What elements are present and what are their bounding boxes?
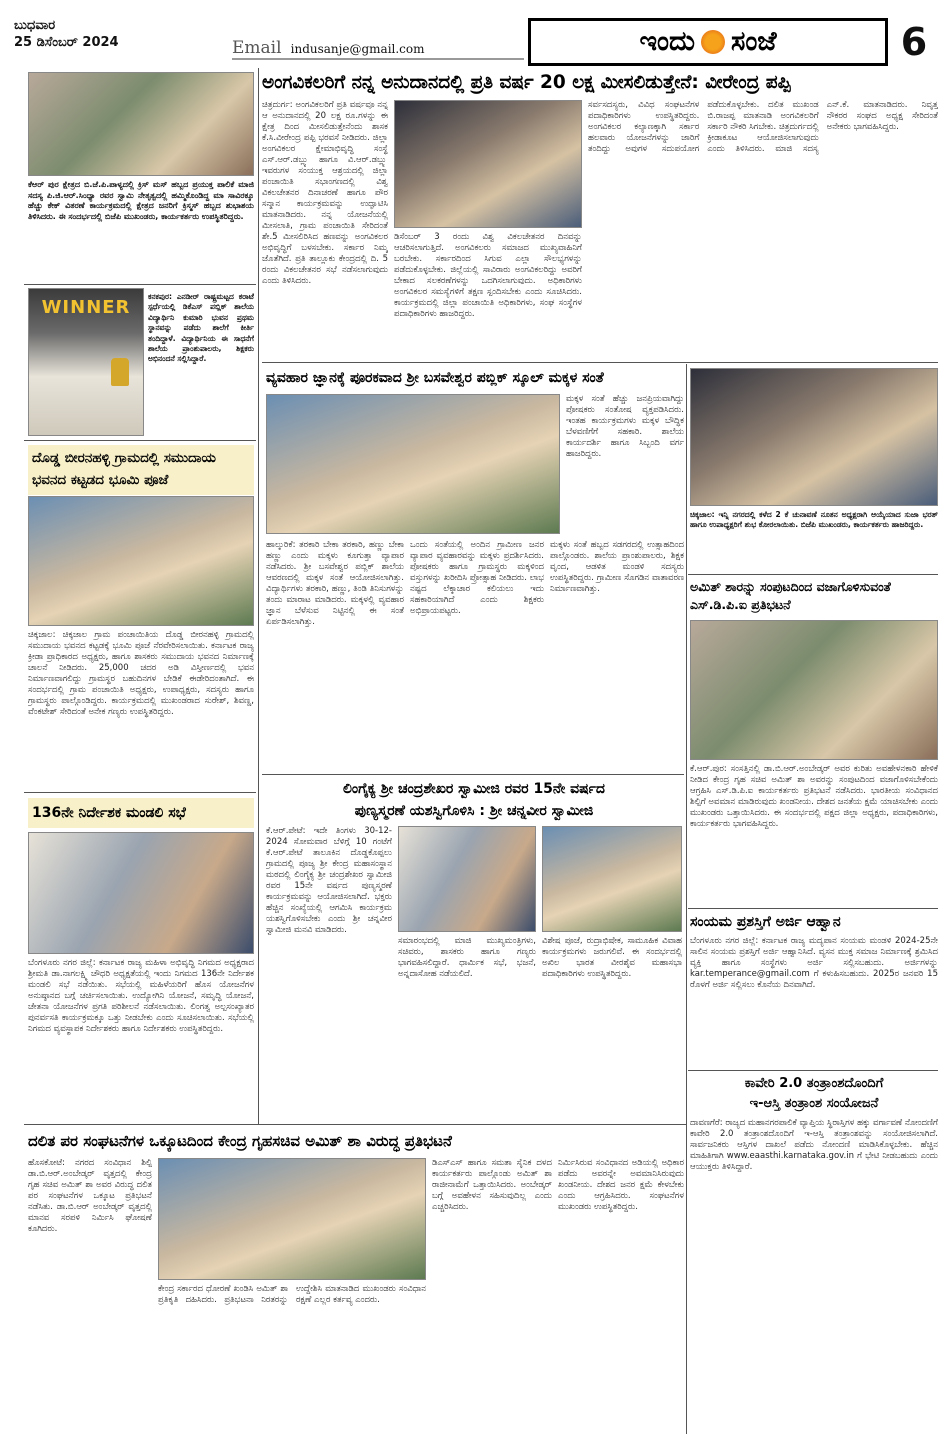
swamiji-photo-right [542,826,682,932]
divider-board [24,792,256,793]
santhe-col4: ಮಕ್ಕಳ ಸಂತೆ ಹೆಚ್ಚು ಜನಪ್ರಿಯವಾಗಿದ್ದು ಪೋಷಕರು ಸಂತೋಷ ವ್ಯಕ್ತಪಡಿಸಿದರು. ಇಂತಹ ಕಾರ್ಯಕ್ರಮಗಳು ಮಕ್ಕಳ ಬೌದ್ಧಿಕ ಬೆಳವಣಿಗೆಗೆ ಸಹಕಾರಿ. ಶಾಲೆಯ ಕಾರ್ಯದರ್ಶಿ ಹಾಗೂ ಸಿಬ್ಬಂದಿ ವರ್ಗ ಹಾಜರಿದ್ದರು. [566,394,684,459]
header-date: 25 ಡಿಸೆಂಬರ್ 2024 [14,35,119,50]
top-headline: ಅಂಗವಿಕಲರಿಗೆ ನನ್ನ ಅನುದಾನದಲ್ಲಿ ಪ್ರತಿ ವರ್ಷ 20 ಲಕ್ಷ ಮೀಸಲಿಡುತ್ತೇನೆ: ವೀರೇಂದ್ರ ಪಪ್ಪಿ [262,72,791,93]
right-group-photo [690,368,938,506]
masthead-right: ಸಂಜೆ [731,26,777,57]
divider-winner [24,284,256,285]
divider-top-article [262,362,938,363]
santhe-col1: ಹಾಲ್ಕುರಿಕೆ: ತರಕಾರಿ ಬೇಕಾ ತರಕಾರಿ, ಹಣ್ಣು ಬೇಕಾ ಹಣ್ಣು ಎಂದು ಮಕ್ಕಳು ಕೂಗುತ್ತಾ ವ್ಯಾಪಾರ ನಡೆಸಿದರು. ಶ್ರೀ ಬಸವೇಶ್ವರ ಪಬ್ಲಿಕ್ ಶಾಲೆಯ ಆವರಣದಲ್ಲಿ ಮಕ್ಕಳ ಸಂತೆ ಆಯೋಜಿಸಲಾಗಿತ್ತು. ವಿದ್ಯಾರ್ಥಿಗಳು ತರಕಾರಿ, ಹಣ್ಣು, ತಿಂಡಿ ತಿನಿಸುಗಳನ್ನು ತಂದು ಮಾರಾಟ ಮಾಡಿದರು. ಮಕ್ಕಳಲ್ಲಿ ವ್ಯವಹಾರ ಜ್ಞಾನ ಬೆಳೆಸುವ ನಿಟ್ಟಿನಲ್ಲಿ ಈ ಸಂತೆ ಏರ್ಪಡಿಸಲಾಗಿತ್ತು. [266,540,404,627]
swamiji-col1: ಕೆ.ಆರ್.ಪೇಟೆ: ಇದೇ ತಿಂಗಳು 30-12-2024 ಸೋಮವಾರ ಬೆಳಿಗ್ಗೆ 10 ಗಂಟೆಗೆ ಕೆ.ಆರ್.ಪೇಟೆ ತಾಲೂಕಿನ ದೊಡ್ಡಕೊಪ್ಪಲು ಗ್ರಾಮದಲ್ಲಿ ಪೂಜ್ಯ ಶ್ರೀ ಕೇಂದ್ರ ಮಹಾಸಂಸ್ಥಾನ ಮಠದಲ್ಲಿ ಲಿಂಗೈಕ್ಯ ಶ್ರೀ ಚಂದ್ರಶೇಖರ ಸ್ವಾಮೀಜಿ ರವರ 15ನೇ ವರ್ಷದ ಪುಣ್ಯಸ್ಮರಣೆ ಕಾರ್ಯಕ್ರಮವನ್ನು ಆಯೋಜಿಸಲಾಗಿದೆ. ಭಕ್ತರು ಹೆಚ್ಚಿನ ಸಂಖ್ಯೆಯಲ್ಲಿ ಆಗಮಿಸಿ ಕಾರ್ಯಕ್ರಮ ಯಶಸ್ವಿಗೊಳಿಸಬೇಕು ಎಂದು ಶ್ರೀ ಚನ್ನವೀರ ಸ್ವಾಮೀಜಿ ಮನವಿ ಮಾಡಿದರು. [266,826,392,935]
divider-bhoomi [24,440,256,441]
bhoomi-body: ಚಿಕ್ಕಜಾಲ: ಚಿಕ್ಕಜಾಲ ಗ್ರಾಮ ಪಂಚಾಯಿತಿಯ ದೊಡ್ಡ ಬೀರನಹಳ್ಳಿ ಗ್ರಾಮದಲ್ಲಿ ಸಮುದಾಯ ಭವನದ ಕಟ್ಟಡಕ್ಕೆ ಭೂಮಿ ಪೂಜೆ ನೆರವೇರಿಸಲಾಯಿತು. ಕರ್ನಾಟಕ ರಾಜ್ಯ ಕ್ರೀಡಾ ಪ್ರಾಧಿಕಾರದ ಅಧ್ಯಕ್ಷರು, ಹಾಗೂ ಶಾಸಕರು ಸಮುದಾಯ ಭವನದ ನಿರ್ಮಾಣಕ್ಕೆ ಚಾಲನೆ ನೀಡಿದರು. 25,000 ಚದರ ಅಡಿ ವಿಸ್ತೀರ್ಣದಲ್ಲಿ ಭವನ ನಿರ್ಮಾಣವಾಗಲಿದ್ದು ಗ್ರಾಮಸ್ಥರ ಬಹುದಿನಗಳ ಬೇಡಿಕೆ ಈಡೇರಿದಂತಾಗಿದೆ. ಈ ಸಂದರ್ಭದಲ್ಲಿ ಗ್ರಾಮ ಪಂಚಾಯಿತಿ ಅಧ್ಯಕ್ಷರು, ಉಪಾಧ್ಯಕ್ಷರು, ಸದಸ್ಯರು ಹಾಗೂ ಗ್ರಾಮಸ್ಥರು ಪಾಲ್ಗೊಂಡಿದ್ದರು. ಕಾರ್ಯಕ್ರಮದಲ್ಲಿ ಮುಖಂಡರಾದ ಸುರೇಶ್, ಶಿವಣ್ಣ, ವೆಂಕಟೇಶ್ ಸೇರಿದಂತೆ ಅನೇಕ ಗಣ್ಯರು ಉಪಸ್ಥಿತರಿದ್ದರು. [28,630,254,717]
divider-bottom [24,1124,686,1125]
page-number: 6 [900,20,928,64]
swamiji-col2: ಸಮಾರಂಭದಲ್ಲಿ ಮಾಜಿ ಮುಖ್ಯಮಂತ್ರಿಗಳು, ಸಚಿವರು, ಶಾಸಕರು ಹಾಗೂ ಗಣ್ಯರು ಭಾಗವಹಿಸಲಿದ್ದಾರೆ. ಧಾರ್ಮಿಕ ಸಭೆ, ಭಜನೆ, ಅನ್ನದಾಸೋಹ ನಡೆಯಲಿದೆ. [398,936,536,979]
header-rule [232,58,524,60]
top-article-col3: ಸರ್ವಸದಸ್ಯರು, ವಿವಿಧ ಸಂಘಟನೆಗಳ ಪದಾಧಿಕಾರಿಗಳು ಉಪಸ್ಥಿತರಿದ್ದರು. ಅಂಗವಿಕಲರ ಕಲ್ಯಾಣಕ್ಕಾಗಿ ಸರ್ಕಾರ ಹಲವಾರು ಯೋಜನೆಗಳನ್ನು ಜಾರಿಗೆ ತಂದಿದ್ದು ಅವುಗಳ ಸದುಪಯೋಗ ಪಡೆದುಕೊಳ್ಳಬೇಕು. ದಲಿತ ಮುಖಂಡ ಬಿ.ರಾಜಪ್ಪ ಮಾತನಾಡಿ ಅಂಗವಿಕಲರಿಗೆ ಸರ್ಕಾರಿ ನೌಕರಿ ಸಿಗಬೇಕು. ಚಿತ್ರದುರ್ಗದಲ್ಲಿ ಕ್ರೀಡಾಕೂಟ ಆಯೋಜಿಸಲಾಗುವುದು ಎಂದು ತಿಳಿಸಿದರು. ಮಾಜಿ ಸದಸ್ಯ ಎನ್.ಕೆ. ಮಾತನಾಡಿದರು. ನಿವೃತ್ತ ನೌಕರರ ಸಂಘದ ಅಧ್ಯಕ್ಷ ಸೇರಿದಂತೆ ಅನೇಕರು ಭಾಗವಹಿಸಿದ್ದರು. [588,100,938,154]
top-article-col2: ಡಿಸೆಂಬರ್ 3 ರಂದು ವಿಶ್ವ ವಿಕಲಚೇತನರ ದಿನವನ್ನು ಆಚರಿಸಲಾಗುತ್ತಿದೆ. ಅಂಗವಿಕಲರು ಸಮಾಜದ ಮುಖ್ಯವಾಹಿನಿಗೆ ಬರಬೇಕು. ಸರ್ಕಾರದಿಂದ ಸಿಗುವ ಎಲ್ಲಾ ಸೌಲಭ್ಯಗಳನ್ನು ಪಡೆದುಕೊಳ್ಳಬೇಕು. ಜಿಲ್ಲೆಯಲ್ಲಿ ಸಾವಿರಾರು ಅಂಗವಿಕಲರಿದ್ದು ಅವರಿಗೆ ಬೇಕಾದ ಸಲಕರಣೆಗಳನ್ನು ಒದಗಿಸಲಾಗುವುದು. ಅಧಿಕಾರಿಗಳು ಅಂಗವಿಕಲರ ಸಮಸ್ಯೆಗಳಿಗೆ ತಕ್ಷಣ ಸ್ಪಂದಿಸಬೇಕು ಎಂದು ಸೂಚಿಸಿದರು. ಕಾರ್ಯಕ್ರಮದಲ್ಲಿ ಜಿಲ್ಲಾ ಪಂಚಾಯಿತಿ ಅಧಿಕಾರಿಗಳು, ಸಂಘ ಸಂಸ್ಥೆಗಳ ಪದಾಧಿಕಾರಿಗಳು ಹಾಜರಿದ್ದರು. [394,232,582,319]
swamiji-headline-1: ಲಿಂಗೈಕ್ಯ ಶ್ರೀ ಚಂದ್ರಶೇಖರ ಸ್ವಾಮೀಜಿ ರವರ 15ನೇ ವರ್ಷದ [343,781,605,797]
bhoomi-photo [28,496,254,626]
email-address[interactable]: indusanje@gmail.com [290,42,425,56]
divider-kaveri [688,1070,938,1071]
sdpi-body: ಕೆ.ಆರ್.ಪುರ: ಸಂಸತ್ತಿನಲ್ಲಿ ಡಾ.ಬಿ.ಆರ್.ಅಂಬೇಡ್ಕರ್ ಅವರ ಕುರಿತು ಅವಹೇಳನಕಾರಿ ಹೇಳಿಕೆ ನೀಡಿದ ಕೇಂದ್ರ ಗೃಹ ಸಚಿವ ಅಮಿತ್ ಶಾ ಅವರನ್ನು ಸಂಪುಟದಿಂದ ವಜಾಗೊಳಿಸಬೇಕೆಂದು ಆಗ್ರಹಿಸಿ ಎಸ್.ಡಿ.ಪಿ.ಐ ಕಾರ್ಯಕರ್ತರು ಪ್ರತಿಭಟನೆ ನಡೆಸಿದರು. ಭಾರತೀಯ ಸಂವಿಧಾನದ ಶಿಲ್ಪಿಗೆ ಅವಮಾನ ಮಾಡಿರುವುದು ಖಂಡನೀಯ. ದೇಶದ ಜನತೆಯ ಕ್ಷಮೆ ಯಾಚಿಸಬೇಕು ಎಂದು ಮುಖಂಡರು ಒತ್ತಾಯಿಸಿದರು. ಈ ಸಂದರ್ಭದಲ್ಲಿ ಪಕ್ಷದ ಜಿಲ್ಲಾ ಅಧ್ಯಕ್ಷರು, ಪದಾಧಿಕಾರಿಗಳು, ಕಾರ್ಯಕರ್ತರು ಭಾಗವಹಿಸಿದ್ದರು. [690,764,938,829]
christmas-caption: ಕೆಆರ್ ಪುರ ಕ್ಷೇತ್ರದ ಬಿ.ಜೆ.ಪಿ.ಪಾಳ್ಯದಲ್ಲಿ ಕ್ರಿಸ್ ಮಸ್ ಹಬ್ಬದ ಪ್ರಯುಕ್ತ ಪಾಲಿಕೆ ಮಾಜಿ ಸದಸ್ಯ ಪಿ.ಜಿ.ಆರ್.ಸಿಂಧ್ಯಾ ರವರ ಸ್ವಾಮಿ ನೇತೃತ್ವದಲ್ಲಿ ಹಮ್ಮಿಕೊಂಡಿದ್ದ ಮಾ ಸಾವಿರಕ್ಕೂ ಹೆಚ್ಚು ಕೇಕ್ ವಿತರಣೆ ಕಾರ್ಯಕ್ರಮದಲ್ಲಿ ಕ್ಷೇತ್ರದ ಜನರಿಗೆ ಕ್ರಿಸ್ಮಸ್ ಹಬ್ಬದ ಶುಭಾಶಯ ತಿಳಿಸಿದರು. ಈ ಸಂದರ್ಭದಲ್ಲಿ ಬಿಜೆಪಿ ಮುಖಂಡರು, ಕಾರ್ಯಕರ್ತರು ಉಪಸ್ಥಿತರಿದ್ದರು. [28,180,254,221]
kaveri-headline-1: ಕಾವೇರಿ 2.0 ತಂತ್ರಾಂಶದೊಂದಿಗೆ [744,1076,884,1091]
winner-banner: WINNER [41,297,131,318]
bhoomi-headline: ದೊಡ್ಡ ಬೀರನಹಳ್ಳಿ ಗ್ರಾಮದಲ್ಲಿ ಸಮುದಾಯ ಭವನದ ಕಟ್ಟಡದ ಭೂಮಿ ಪೂಜೆ [32,450,216,488]
right-group-caption: ಚಿಕ್ಕಜಾಲ: ಇನ್ನಿ ನಗರದಲ್ಲಿ ಕಳೆದ 2 ಕೆ ಚುನಾವಣೆ ನೂತನ ಅಧ್ಯಕ್ಷರಾಗಿ ಆಯ್ಕೆಯಾದ ಸುಜಾ ಭರತ್ ಹಾಗೂ ಉಪಾಧ್ಯಕ್ಷರಿಗೆ ಶುಭ ಕೋರಲಾಯಿತು. ಬಿಜೆಪಿ ಮುಖಂಡರು, ಕಾರ್ಯಕರ್ತರು ಹಾಜರಿದ್ದರು. [690,510,938,530]
header-email-block [232,38,462,58]
dalit-headline: ದಲಿತ ಪರ ಸಂಘಟನೆಗಳ ಒಕ್ಕೂಟದಿಂದ ಕೇಂದ್ರ ಗೃಹಸಚಿವ ಅಮಿತ್ ಶಾ ವಿರುದ್ಧ ಪ್ರತಿಭಟನೆ [28,1132,452,1150]
award-body: ಬೆಂಗಳೂರು ನಗರ ಜಿಲ್ಲೆ: ಕರ್ನಾಟಕ ರಾಜ್ಯ ಮದ್ಯಪಾನ ಸಂಯಮ ಮಂಡಳಿ 2024-25ನೇ ಸಾಲಿನ ಸಂಯಮ ಪ್ರಶಸ್ತಿಗೆ ಅರ್ಜಿ ಆಹ್ವಾನಿಸಿದೆ. ವ್ಯಸನ ಮುಕ್ತ ಸಮಾಜ ನಿರ್ಮಾಣಕ್ಕೆ ಶ್ರಮಿಸಿದ ವ್ಯಕ್ತಿ ಹಾಗೂ ಸಂಸ್ಥೆಗಳು ಅರ್ಜಿ ಸಲ್ಲಿಸಬಹುದು. ಅರ್ಜಿಗಳನ್ನು kar.temperance@gmail.com ಗೆ ಕಳುಹಿಸಬಹುದು. 2025ರ ಜನವರಿ 15 ರೊಳಗೆ ಅರ್ಜಿ ಸಲ್ಲಿಸಲು ಕೊನೆಯ ದಿನವಾಗಿದೆ. [690,936,938,990]
santhe-col2: ಒಂದು ಸಂತೆಯಲ್ಲಿ ಅಂದಿನ ಗ್ರಾಮೀಣ ಜನರ ವ್ಯಾಪಾರ ವ್ಯವಹಾರವನ್ನು ಮಕ್ಕಳು ಪ್ರದರ್ಶಿಸಿದರು. ಪೋಷಕರು ಹಾಗೂ ಗ್ರಾಮಸ್ಥರು ಮಕ್ಕಳಿಂದ ವಸ್ತುಗಳನ್ನು ಖರೀದಿಸಿ ಪ್ರೋತ್ಸಾಹ ನೀಡಿದರು. ಲಾಭ ನಷ್ಟದ ಲೆಕ್ಕಾಚಾರ ಕಲಿಯಲು ಇದು ಸಹಕಾರಿಯಾಗಿದೆ ಎಂದು ಶಿಕ್ಷಕರು ಅಭಿಪ್ರಾಯಪಟ್ಟರು. [410,540,544,616]
sun-icon [701,30,725,54]
award-headline: ಸಂಯಮ ಪ್ರಶಸ್ತಿಗೆ ಅರ್ಜಿ ಆಹ್ವಾನ [690,914,841,930]
divider-left-col [258,68,259,1124]
swamiji-col3: ವಿಶೇಷ ಪೂಜೆ, ರುದ್ರಾಭಿಷೇಕ, ಸಾಮೂಹಿಕ ವಿವಾಹ ಕಾರ್ಯಕ್ರಮಗಳು ಜರುಗಲಿವೆ. ಈ ಸಂದರ್ಭದಲ್ಲಿ ಅಖಿಲ ಭಾರತ ವೀರಶೈವ ಮಹಾಸಭಾ ಪದಾಧಿಕಾರಿಗಳು ಉಪಸ್ಥಿತರಿದ್ದರು. [542,936,682,979]
dalit-col3: ಡಿಎಸ್ಎಸ್ ಹಾಗೂ ಸಮತಾ ಸೈನಿಕ ದಳದ ಕಾರ್ಯಕರ್ತರು ಪಾಲ್ಗೊಂಡು ಅಮಿತ್ ಶಾ ರಾಜೀನಾಮೆಗೆ ಒತ್ತಾಯಿಸಿದರು. ಅಂಬೇಡ್ಕರ್ ಬಗ್ಗೆ ಅವಹೇಳನ ಸಹಿಸುವುದಿಲ್ಲ ಎಂದು ಎಚ್ಚರಿಸಿದರು. [432,1158,552,1212]
divider-sdpi [688,574,938,575]
santhe-col3: ಮಕ್ಕಳು ಸಂತೆ ಹಬ್ಬದ ಸಡಗರದಲ್ಲಿ ಉತ್ಸಾಹದಿಂದ ಪಾಲ್ಗೊಂಡರು. ಶಾಲೆಯ ಪ್ರಾಂಶುಪಾಲರು, ಶಿಕ್ಷಕ ವೃಂದ, ಆಡಳಿತ ಮಂಡಳಿ ಸದಸ್ಯರು ಉಪಸ್ಥಿತರಿದ್ದರು. ಗ್ರಾಮೀಣ ಸೊಗಡಿನ ವಾತಾವರಣ ನಿರ್ಮಾಣವಾಗಿತ್ತು. [550,540,684,594]
swamiji-headline-2: ಪುಣ್ಯಸ್ಮರಣೆ ಯಶಸ್ವಿಗೊಳಿಸಿ : ಶ್ರೀ ಚನ್ನವೀರ ಸ್ವಾಮೀಜಿ [354,803,594,819]
email-label: Email [232,38,282,58]
divider-swamiji [262,774,684,775]
top-article-col1: ಚಿತ್ರದುರ್ಗ: ಅಂಗವಿಕಲರಿಗೆ ಪ್ರತಿ ವರ್ಷವೂ ನನ್ನ ಆ ಅನುದಾನದಲ್ಲಿ 20 ಲಕ್ಷ ರೂ.ಗಳನ್ನು ಈ ಕ್ಷೇತ್ರ ದಿಂದ ಮೀಸಲಿಡುತ್ತೇನೆಂದು ಶಾಸಕ ಕೆ.ಸಿ.ವೀರೇಂದ್ರ ಪಪ್ಪಿ ಭರವಸೆ ನೀಡಿದರು. ಜಿಲ್ಲಾ ಅಂಗವಿಕಲರ ಕ್ಷೇಮಾಭಿವೃದ್ಧಿ ಸಂಸ್ಥೆ ಎಸ್.ಆರ್.ಡಬ್ಲ್ಯು ಹಾಗೂ ವಿ.ಆರ್.ಡಬ್ಲ್ಯು ಇವರುಗಳ ಸಂಯುಕ್ತ ಆಶ್ರಯದಲ್ಲಿ ಜಿಲ್ಲಾ ಪಂಚಾಯಿತಿ ಸಭಾಂಗಣದಲ್ಲಿ ವಿಶ್ವ ವಿಕಲಚೇತನರ ದಿನಾಚರಣೆ ಹಾಗೂ ಪೌರ ಸನ್ಮಾನ ಕಾರ್ಯಕ್ರಮವನ್ನು ಉದ್ಘಾಟಿಸಿ ಮಾತನಾಡಿದರು. ನನ್ನ ಯೋಜನೆಯಲ್ಲಿ ಮೀಸಲಾತಿ, ಗ್ರಾಮ ಪಂಚಾಯಿತಿ ಸೇರಿದಂತೆ ಶೇ.5 ಮೀಸಲಿರಿಸಿದ ಹಣವನ್ನು ಅಂಗವಿಕಲರ ಅಭಿವೃದ್ಧಿಗೆ ಬಳಸಬೇಕು. ಸರ್ಕಾರ ನಿಮ್ಮ ಜೊತೆಗಿದೆ. ಪ್ರತಿ ತಾಲ್ಲೂಕು ಕೇಂದ್ರದಲ್ಲಿ ದಿ. 5 ರಂದು ವಿಕಲಚೇತನರ ಸಭೆ ನಡೆಸಲಾಗುವುದು ಎಂದು ತಿಳಿಸಿದರು. [262,100,388,286]
dalit-col2: ಕೇಂದ್ರ ಸರ್ಕಾರದ ಧೋರಣೆ ಖಂಡಿಸಿ ಅಮಿತ್ ಶಾ ಪ್ರತಿಕೃತಿ ದಹಿಸಿದರು. ಪ್ರತಿಭಟನಾ ನಿರತರನ್ನು ಉದ್ದೇಶಿಸಿ ಮಾತನಾಡಿದ ಮುಖಂಡರು ಸಂವಿಧಾನ ರಕ್ಷಣೆ ಎಲ್ಲರ ಕರ್ತವ್ಯ ಎಂದರು. [158,1284,426,1305]
trophy-icon [111,358,129,386]
header-day: ಬುಧವಾರ [14,18,56,33]
masthead [528,18,888,66]
board-headline: 136ನೇ ನಿರ್ದೇಶಕ ಮಂಡಲಿ ಸಭೆ [32,805,186,821]
santhe-headline: ವ್ಯವಹಾರ ಜ್ಞಾನಕ್ಕೆ ಪೂರಕವಾದ ಶ್ರೀ ಬಸವೇಶ್ವರ ಪಬ್ಲಿಕ್ ಸ್ಕೂಲ್ ಮಕ್ಕಳ ಸಂತೆ [266,370,604,386]
christmas-photo [28,72,254,176]
masthead-left: ಇಂದು [639,26,695,57]
sdpi-headline: ಅಮಿತ್ ಶಾರನ್ನು ಸಂಪುಟದಿಂದ ವಜಾಗೊಳಿಸುವಂತೆ ಎಸ್.ಡಿ.ಪಿ.ಐ ಪ್ರತಿಭಟನೆ [690,579,891,612]
dalit-col4: ನಿರ್ಮಿಸಿರುವ ಸಂವಿಧಾನದ ಅಡಿಯಲ್ಲಿ ಅಧಿಕಾರ ಪಡೆದು ಅವರನ್ನೇ ಅವಮಾನಿಸಿರುವುದು ಖಂಡನೀಯ. ದೇಶದ ಜನರ ಕ್ಷಮೆ ಕೇಳಬೇಕು ಎಂದು ಆಗ್ರಹಿಸಿದರು. ಸಂಘಟನೆಗಳ ಮುಖಂಡರು ಉಪಸ್ಥಿತರಿದ್ದರು. [558,1158,684,1212]
swamiji-photo-left [398,826,536,932]
header-date-block [14,18,184,50]
dalit-photo [158,1158,426,1280]
divider-right-col [686,364,687,1434]
board-body: ಬೆಂಗಳೂರು ನಗರ ಜಿಲ್ಲೆ: ಕರ್ನಾಟಕ ರಾಜ್ಯ ಮಹಿಳಾ ಅಭಿವೃದ್ಧಿ ನಿಗಮದ ಅಧ್ಯಕ್ಷರಾದ ಶ್ರೀಮತಿ ಡಾ.ನಾಗಲಕ್ಷ್ಮಿ ಚೌಧರಿ ಅಧ್ಯಕ್ಷತೆಯಲ್ಲಿ ಇಂದು ನಿಗಮದ 136ನೇ ನಿರ್ದೇಶಕ ಮಂಡಲಿ ಸಭೆ ನಡೆಯಿತು. ಸಭೆಯಲ್ಲಿ ಮಹಿಳೆಯರಿಗೆ ಹೊಸ ಯೋಜನೆಗಳ ಅನುಷ್ಠಾನದ ಬಗ್ಗೆ ಚರ್ಚಿಸಲಾಯಿತು. ಉದ್ಯೋಗಿನಿ ಯೋಜನೆ, ಸಮೃದ್ಧಿ ಯೋಜನೆ, ಚೇತನಾ ಯೋಜನೆಗಳ ಪ್ರಗತಿ ಪರಿಶೀಲನೆ ನಡೆಸಲಾಯಿತು. ಲಿಂಗತ್ವ ಅಲ್ಪಸಂಖ್ಯಾತರ ಪುನರ್ವಸತಿ ಕಾರ್ಯಕ್ರಮಕ್ಕೂ ಒತ್ತು ನೀಡಬೇಕು ಎಂದು ಸೂಚಿಸಲಾಯಿತು. ಸಭೆಯಲ್ಲಿ ನಿಗಮದ ವ್ಯವಸ್ಥಾಪಕ ನಿರ್ದೇಶಕರು ಹಾಗೂ ನಿರ್ದೇಶಕರು ಉಪಸ್ಥಿತರಿದ್ದರು. [28,958,254,1034]
winner-caption: ಕನಕಪುರ: ಎನಡೀರ್ ರಾಷ್ಟ್ರಮಟ್ಟದ ಕರಾಟೆ ಸ್ಪರ್ಧೆಯಲ್ಲಿ ಡಿಕೆಎಸ್ ಪಬ್ಲಿಕ್ ಶಾಲೆಯ ವಿದ್ಯಾರ್ಥಿನಿ ಕುಮಾರಿ ಭುವನ ಪ್ರಥಮ ಸ್ಥಾನವನ್ನು ಪಡೆದು ಶಾಲೆಗೆ ಕೀರ್ತಿ ತಂದಿದ್ದಾಳೆ. ವಿದ್ಯಾರ್ಥಿನಿಯ ಈ ಸಾಧನೆಗೆ ಶಾಲೆಯ ಪ್ರಾಂಶುಪಾಲರು, ಶಿಕ್ಷಕರು ಅಭಿನಂದನೆ ಸಲ್ಲಿಸಿದ್ದಾರೆ. [148,292,254,364]
board-photo [28,832,254,954]
divider-award [688,908,938,909]
top-article-photo [394,100,582,228]
sdpi-photo [690,620,938,760]
santhe-photo [266,394,560,534]
kaveri-body: ದಾವಣಗೆರೆ: ರಾಜ್ಯದ ಮಹಾನಗರಪಾಲಿಕೆ ವ್ಯಾಪ್ತಿಯ ಸ್ಥಿರಾಸ್ತಿಗಳ ಹಕ್ಕು ವರ್ಗಾವಣೆ ನೋಂದಣಿಗೆ ಕಾವೇರಿ 2.0 ತಂತ್ರಾಂಶದೊಂದಿಗೆ ಇ-ಆಸ್ತಿ ತಂತ್ರಾಂಶವನ್ನು ಸಂಯೋಜಿಸಲಾಗಿದೆ. ಸಾರ್ವಜನಿಕರು ಆಸ್ತಿಗಳ ದಾಖಲೆ ಪಡೆದು ನೋಂದಣಿ ಮಾಡಿಸಿಕೊಳ್ಳಬೇಕು. ಹೆಚ್ಚಿನ ಮಾಹಿತಿಗಾಗಿ www.eaasthi.karnataka.gov.in ಗೆ ಭೇಟಿ ನೀಡಬಹುದು ಎಂದು ಆಯುಕ್ತರು ತಿಳಿಸಿದ್ದಾರೆ. [690,1118,938,1172]
kaveri-headline-2: ಇ-ಆಸ್ತಿ ತಂತ್ರಾಂಶ ಸಂಯೋಜನೆ [749,1096,879,1111]
winner-photo [28,288,144,436]
dalit-col1: ಹೊಸಕೋಟೆ: ನಗರದ ಸಂವಿಧಾನ ಶಿಲ್ಪಿ ಡಾ.ಬಿ.ಆರ್.ಅಂಬೇಡ್ಕರ್ ವೃತ್ತದಲ್ಲಿ ಕೇಂದ್ರ ಗೃಹ ಸಚಿವ ಅಮಿತ್ ಶಾ ಅವರ ವಿರುದ್ಧ ದಲಿತ ಪರ ಸಂಘಟನೆಗಳ ಒಕ್ಕೂಟ ಪ್ರತಿಭಟನೆ ನಡೆಸಿತು. ಡಾ.ಬಿ.ಆರ್ ಅಂಬೇಡ್ಕರ್ ವೃತ್ತದಲ್ಲಿ ಮಾನವ ಸರಪಳಿ ನಿರ್ಮಿಸಿ ಘೋಷಣೆ ಕೂಗಿದರು. [28,1158,152,1234]
